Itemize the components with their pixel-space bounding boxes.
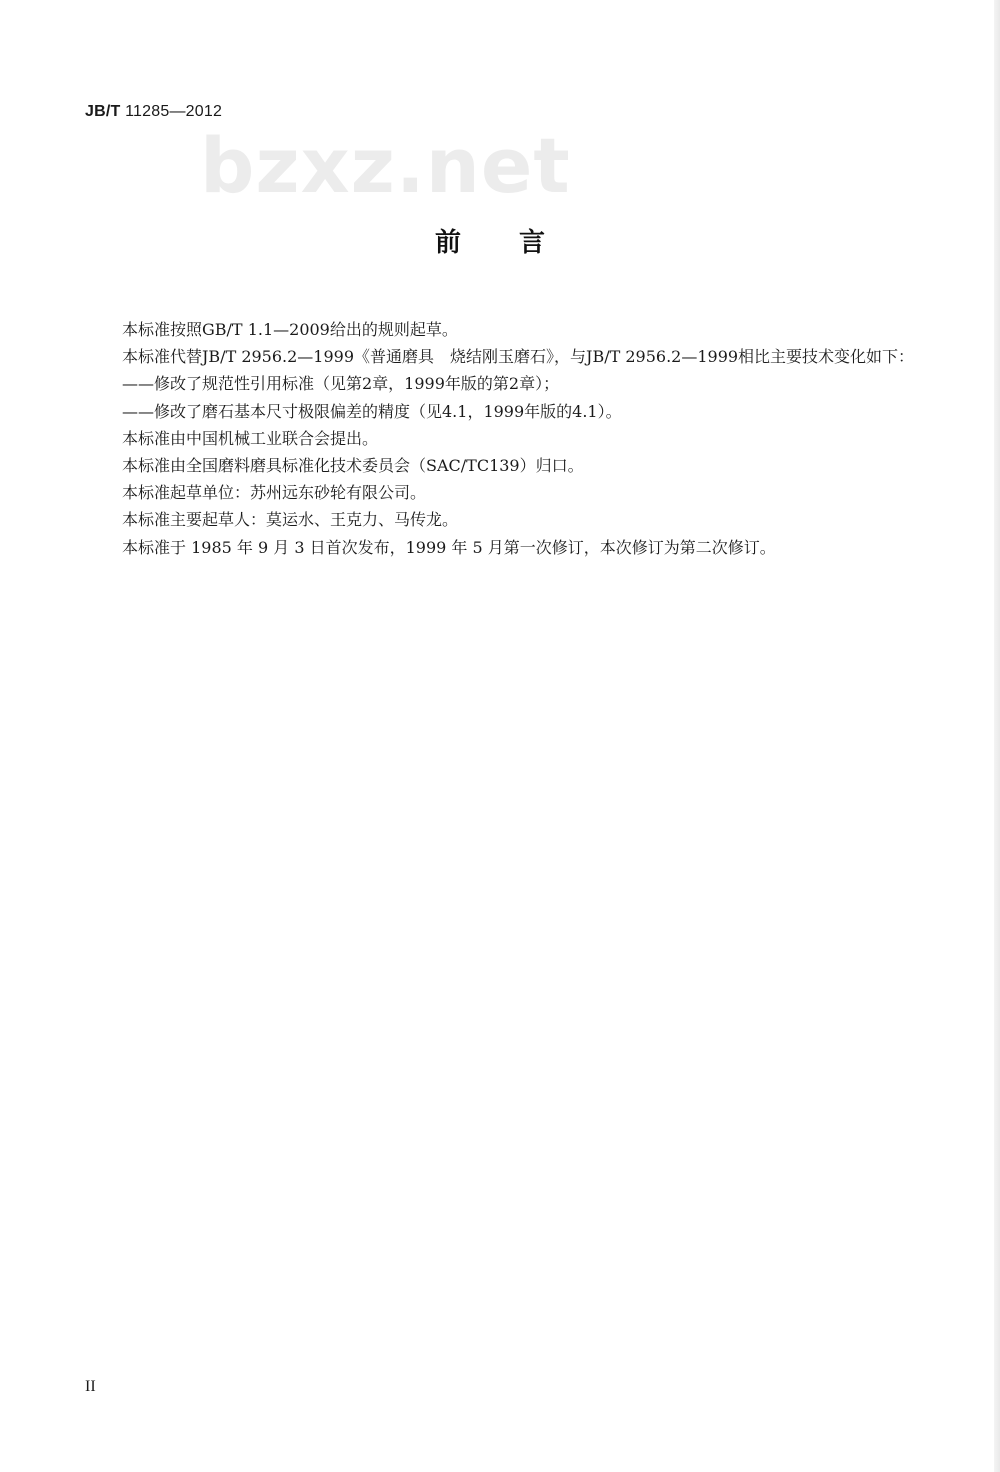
paragraph: 本标准于 1985 年 9 月 3 日首次发布，1999 年 5 月第一次修订，本次修订为第二次修订。 xyxy=(122,537,776,557)
page-title: 前言 xyxy=(434,228,603,258)
watermark: bzxz.net xyxy=(200,121,571,210)
foreword-body xyxy=(85,316,915,561)
page-number: II xyxy=(85,1378,96,1395)
paragraph: 本标准起草单位：苏州远东砂轮有限公司。 xyxy=(122,483,427,503)
page-edge-shadow xyxy=(994,0,1000,1472)
paragraph: 本标准代替JB/T 2956.2—1999《普通磨具 烧结刚玉磨石》，与JB/T 2956.2—1999相比主要技术变化如下： xyxy=(122,347,915,367)
paragraph: 本标准主要起草人：莫运水、王克力、马传龙。 xyxy=(122,510,459,530)
change-list-item: ——修改了规范性引用标准（见第2章，1999年版的第2章）； xyxy=(122,374,560,394)
document-code-number: 11285—2012 xyxy=(125,103,223,120)
paragraph: 本标准按照GB/T 1.1—2009给出的规则起草。 xyxy=(122,320,458,339)
paragraph: 本标准由全国磨料磨具标准化技术委员会（SAC/TC139）归口。 xyxy=(122,456,584,476)
change-list-item: ——修改了磨石基本尺寸极限偏差的精度（见4.1，1999年版的4.1）。 xyxy=(122,401,622,421)
document-code xyxy=(85,103,222,121)
paragraph: 本标准由中国机械工业联合会提出。 xyxy=(122,428,379,448)
document-code-prefix: JB/T xyxy=(85,103,121,120)
